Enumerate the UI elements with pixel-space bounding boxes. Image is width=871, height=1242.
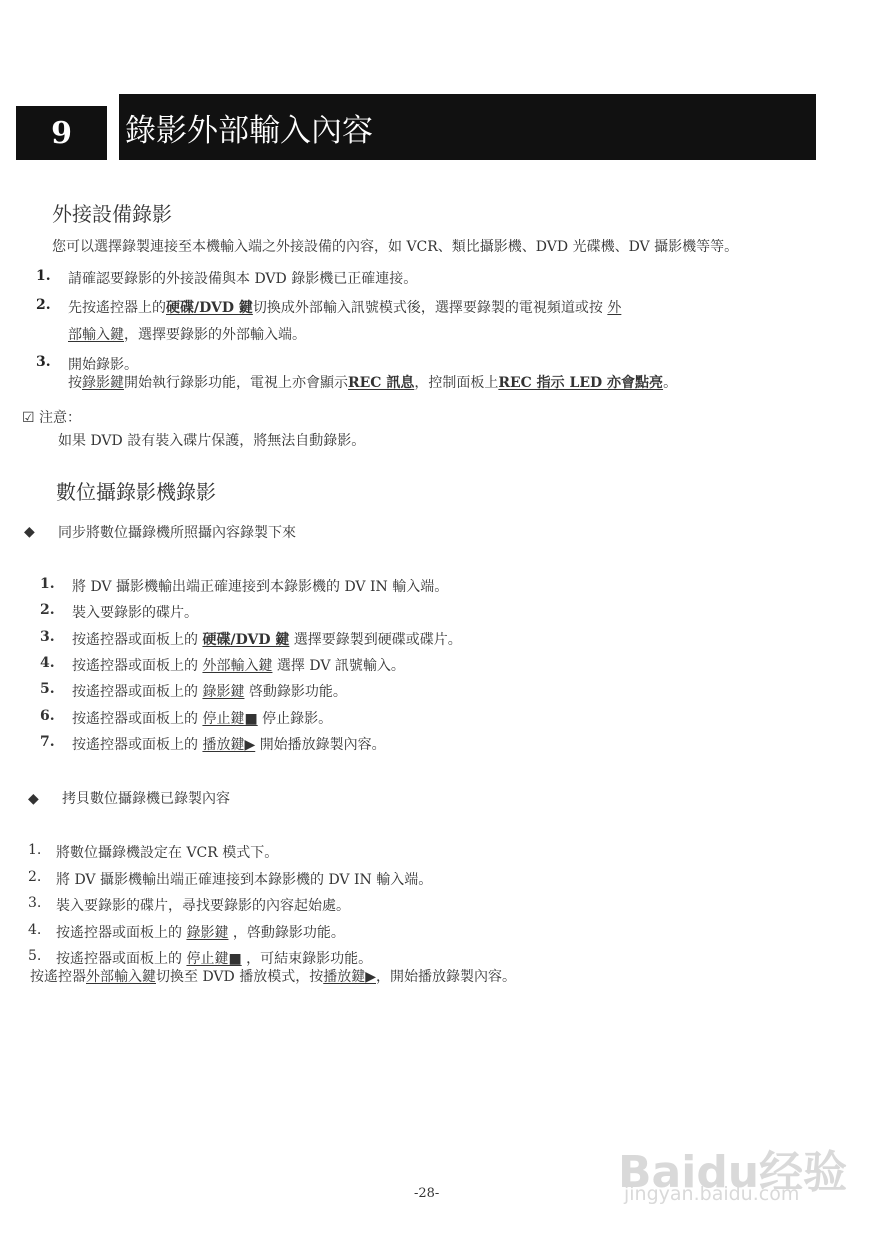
step-text-pre: 裝入要錄影的碟片，尋找要錄影的內容起始處。 [56, 898, 350, 914]
s1-step3-pre: 按 [68, 375, 82, 391]
rec-led: REC 指示 LED 亦會點亮 [498, 375, 664, 391]
step-text [56, 842, 278, 862]
s1-step2-pre: 先按遙控器上的 [68, 300, 166, 316]
wm-brand-a: Bai [618, 1147, 697, 1198]
step-text-post: ，可結束錄影功能。 [246, 951, 373, 967]
step-text [72, 708, 332, 728]
step-key: 停止鍵■ [186, 951, 242, 967]
step-number: 6. [40, 707, 55, 724]
step-key: 硬碟/DVD 鍵 [202, 631, 290, 648]
s1-step2-line2 [68, 324, 306, 344]
step-number: 5. [40, 681, 55, 698]
step-number: 3. [28, 895, 42, 911]
step-text [56, 895, 350, 915]
step-text-post: 選擇 DV 訊號輸入。 [276, 657, 405, 674]
s1-step3-text: 開始錄影。 [68, 357, 138, 373]
step-text-post: 開始播放錄製內容。 [259, 736, 386, 753]
s1-step2-num: 2. [36, 297, 51, 313]
wm-brand-b: du [696, 1147, 760, 1198]
s1-step1-text: 請確認要錄影的外接設備與本 DVD 錄影機已正確連接。 [68, 271, 418, 287]
final-post: ，開始播放錄製內容。 [376, 969, 516, 985]
note-text: 如果 DVD 設有裝入碟片保護，將無法自動錄影。 [58, 433, 366, 449]
step-number: 1. [40, 576, 55, 592]
hdd-dvd-key: 硬碟/DVD 鍵 [166, 300, 253, 316]
ext-input-key-part2: 部輸入鍵 [68, 327, 124, 343]
record-key: 錄影鍵 [82, 375, 124, 391]
step-text-pre: 按遙控器或面板上的 [72, 631, 198, 648]
step-text [72, 602, 198, 622]
step-text-pre: 將 DV 攝影機輸出端正確連接到本錄影機的 DV IN 輸入端。 [72, 579, 449, 595]
sub2-title: 拷貝數位攝錄機已錄製內容 [62, 791, 230, 807]
step-text-pre: 按遙控器或面板上的 [72, 710, 198, 727]
s1-step3-num: 3. [36, 354, 51, 370]
s1-step1-num: 1. [36, 268, 51, 284]
step-number: 2. [40, 602, 55, 619]
step-key: 錄影鍵 [186, 924, 229, 941]
step-text-pre: 裝入要錄影的碟片。 [72, 605, 198, 622]
step-text [72, 681, 347, 701]
sub2-final-line [30, 966, 516, 986]
step-text [72, 629, 462, 649]
rec-message: REC 訊息 [348, 375, 415, 391]
s1-step3-end: 。 [663, 375, 678, 391]
step-text-pre: 將數位攝錄機設定在 VCR 模式下。 [56, 845, 279, 861]
ext-input-key-part1: 外 [607, 300, 622, 316]
step-number: 4. [40, 654, 55, 671]
s1-step3-mid: 開始執行錄影功能，電視上亦會顯示 [124, 375, 348, 391]
s1-step2-post2: ，選擇要錄影的外部輸入端。 [124, 327, 306, 343]
section2-heading: 數位攝錄影機錄影 [56, 480, 216, 504]
wm-brand-c: 经验 [759, 1147, 848, 1198]
step-text-pre: 按遙控器或面板上的 [72, 736, 198, 753]
s1-step3-line2 [68, 372, 677, 392]
step-text-post: 啓動錄影功能。 [248, 684, 347, 701]
step-key: 外部輸入鍵 [202, 657, 273, 674]
s1-step2-post: 切換成外部輸入訊號模式後，選擇要錄製的電視頻道或按 [252, 300, 603, 316]
step-number: 4. [28, 921, 42, 938]
step-text-post: 停止錄影。 [262, 710, 333, 727]
section1-intro: 您可以選擇錄製連接至本機輸入端之外接設備的內容，如 VCR、類比攝影機、DVD 光碟機、DV 攝影機等等。 [52, 239, 739, 255]
step-text-pre: 按遙控器或面板上的 [72, 684, 198, 701]
step-text [72, 655, 405, 675]
s1-step3-mid2: ，控制面板上 [414, 375, 499, 391]
final-mid: 切換至 DVD 播放模式，按 [156, 969, 324, 985]
step-key: 播放鍵▶ [202, 736, 256, 753]
note-label: ☑ 注意： [22, 410, 82, 426]
step-text-post: ，啓動錄影功能。 [232, 924, 345, 941]
step-number: 1. [28, 842, 42, 858]
step-text [56, 869, 432, 889]
section1-heading: 外接設備錄影 [52, 202, 172, 226]
final-ext-input-key: 外部輸入鍵 [86, 969, 156, 985]
chapter-number: 9 [16, 106, 107, 160]
step-text [72, 734, 386, 754]
step-text-pre: 按遙控器或面板上的 [56, 951, 182, 967]
step-text [56, 922, 345, 942]
baidu-watermark-url: jingyan.baidu.com [624, 1183, 800, 1205]
step-number: 5. [28, 948, 42, 964]
page-number: -28- [414, 1186, 440, 1201]
final-pre: 按遙控器 [30, 969, 86, 985]
step-text-pre: 將 DV 攝影機輸出端正確連接到本錄影機的 DV IN 輸入端。 [56, 871, 433, 888]
step-text [72, 576, 448, 596]
sub1-bullet: ◆ [24, 524, 35, 540]
step-text-pre: 按遙控器或面板上的 [72, 657, 198, 674]
step-text-pre: 按遙控器或面板上的 [56, 924, 182, 941]
sub1-title: 同步將數位攝錄機所照攝內容錄製下來 [58, 525, 296, 541]
step-number: 7. [40, 733, 55, 750]
step-key: 停止鍵■ [202, 710, 258, 727]
sub2-bullet: ◆ [28, 791, 39, 807]
s1-step2-line1 [68, 297, 621, 317]
step-key: 錄影鍵 [202, 684, 245, 701]
step-text [56, 948, 372, 968]
step-number: 2. [28, 868, 42, 885]
step-number: 3. [40, 628, 55, 645]
step-text-post: 選擇要錄製到硬碟或碟片。 [293, 631, 462, 648]
chapter-title: 錄影外部輸入內容 [119, 94, 816, 160]
final-play-key: 播放鍵▶ [323, 969, 376, 985]
